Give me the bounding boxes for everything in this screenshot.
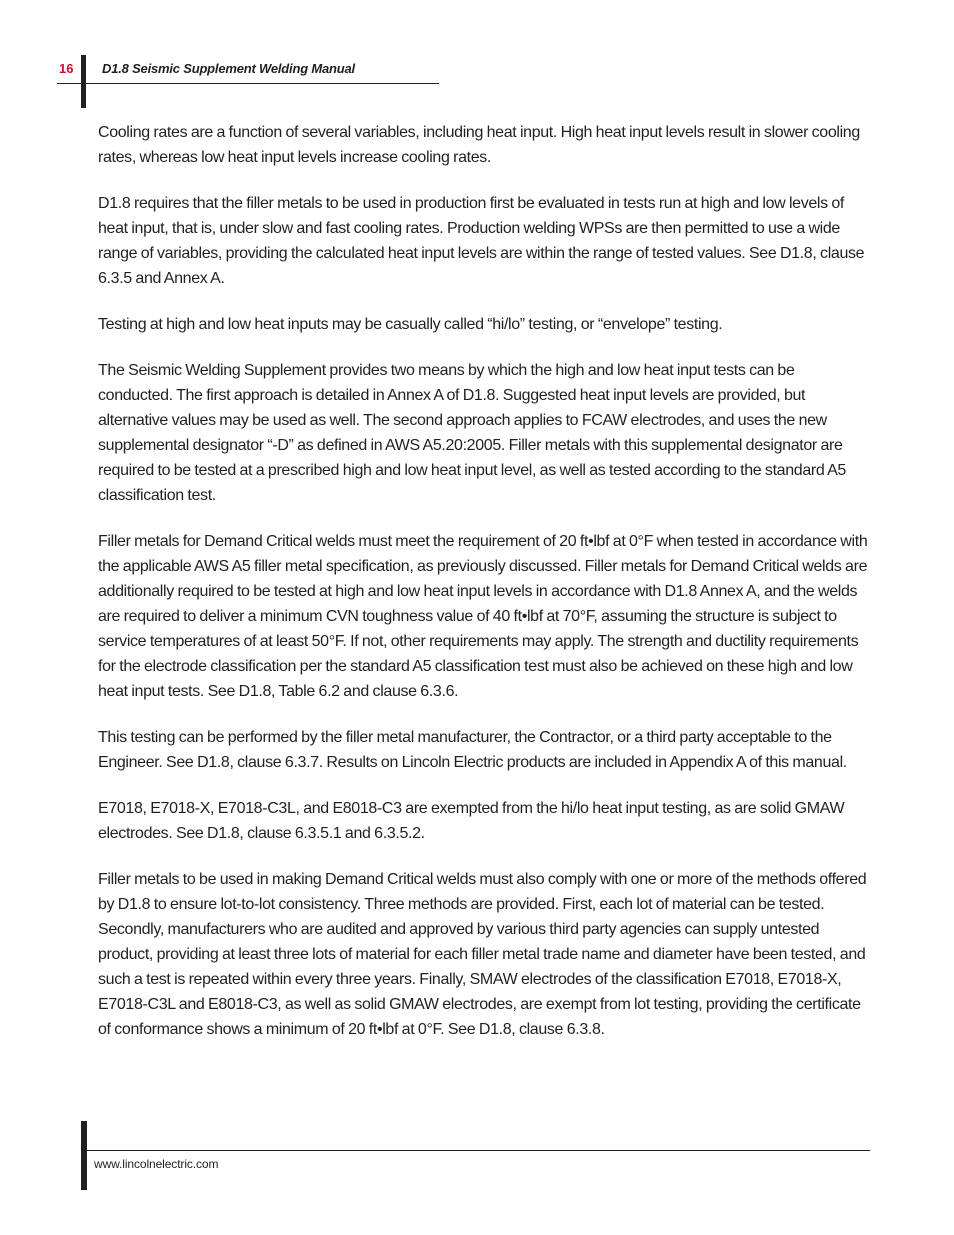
paragraph-filler-metal-evaluation: D1.8 requires that the filler metals to be used in production first be evaluated in tests run at high and low levels of heat input, that is, under slow and fast cooling rates. Production welding WPSs are then permitted to use a wide range of variables, providing the calculated heat input levels are within the range of tested values. See D1.8, clause 6.3.5 and Annex A.: [98, 195, 865, 287]
paragraph-exemptions: E7018, E7018-X, E7018-C3L, and E8018-C3 are exempted from the hi/lo heat input testing, as are solid GMAW electrodes. See D1.8, clause 6.3.5.1 and 6.3.5.2.: [98, 800, 845, 842]
header-title: D1.8 Seismic Supplement Welding Manual: [102, 61, 355, 76]
paragraph-lot-consistency: Filler metals to be used in making Demand Critical welds must also comply with one or more of the methods offered by D1.8 to ensure lot-to-lot consistency. Three methods are provided. First, each lot of material can be tested. Secondly, manufacturers who are audited and approved by various third party agencies can supply untested product, providing at least three lots of material for each filler metal trade name and diameter have been tested, and such a test is repeated within every three years. Finally, SMAW electrodes of the classification E7018, E7018-X, E7018-C3L and E8018-C3, as well as solid GMAW electrodes, are exempt from lot testing, providing the certificate of conformance shows a minimum of 20 ft•lbf at 0°F. See D1.8, clause 6.3.8.: [98, 871, 867, 1038]
page-number: 16: [59, 61, 74, 76]
paragraph-cooling-rates: Cooling rates are a function of several variables, including heat input. High heat input levels result in slower cooling rates, whereas low heat input levels increase cooling rates.: [98, 124, 860, 166]
footer-bar: [81, 1121, 87, 1190]
paragraph-two-approaches: The Seismic Welding Supplement provides two means by which the high and low heat input tests can be conducted. The first approach is detailed in Annex A of D1.8. Suggested heat input levels are provided, but alternative values may be used as well. The second approach applies to FCAW electrodes, and uses the new supplemental designator “-D” as defined in AWS A5.20:2005. Filler metals with this supplemental designator are required to be tested at a prescribed high and low heat input level, as well as tested according to the standard A5 classification test.: [98, 362, 846, 504]
paragraph-hi-lo-testing: Testing at high and low heat inputs may be casually called “hi/lo” testing, or “envelope” testing.: [98, 316, 723, 333]
footer-rule: [81, 1150, 870, 1151]
paragraph-demand-critical-requirements: Filler metals for Demand Critical welds must meet the requirement of 20 ft•lbf at 0°F when tested in accordance with the applicable AWS A5 filler metal specification, as previously discussed. Filler metals for Demand Critical welds are additionally required to be tested at high and low heat input levels in accordance with D1.8 Annex A, and the welds are required to deliver a minimum CVN toughness value of 40 ft•lbf at 70°F, assuming the structure is subject to service temperatures of at least 50°F. If not, other requirements may apply. The strength and ductility requirements for the electrode classification per the standard A5 classification test must also be achieved on these high and low heat input tests. See D1.8, Table 6.2 and clause 6.3.6.: [98, 533, 868, 700]
header-rule: [57, 83, 439, 84]
footer-url[interactable]: www.lincolnelectric.com: [94, 1157, 219, 1171]
body-text: [98, 120, 868, 1063]
paragraph-testing-performed-by: This testing can be performed by the filler metal manufacturer, the Contractor, or a third party acceptable to the Engineer. See D1.8, clause 6.3.7. Results on Lincoln Electric products are included in Appendix A of this manual.: [98, 729, 847, 771]
header-bar: [81, 55, 86, 108]
